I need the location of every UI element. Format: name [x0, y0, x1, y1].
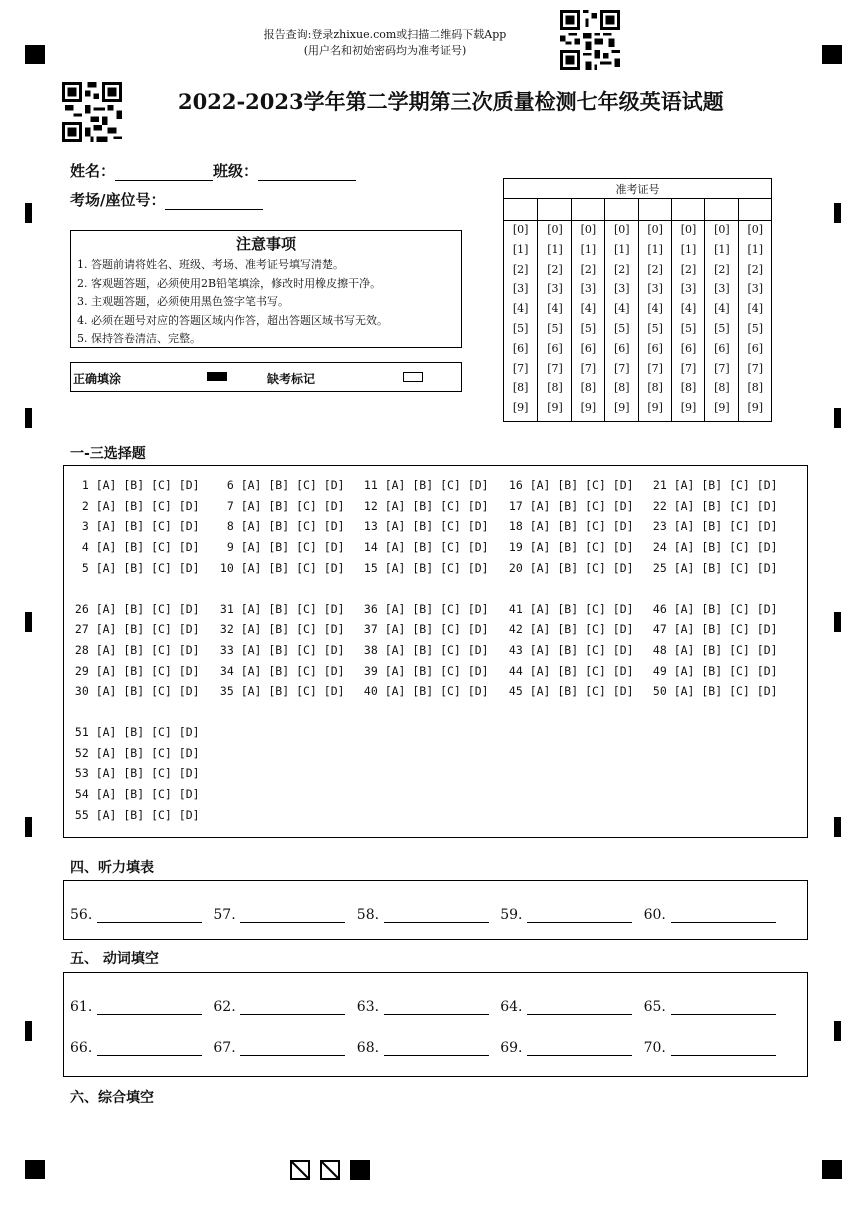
answer-line[interactable] — [240, 1055, 345, 1056]
exam-id-digit-bubble[interactable]: [4] — [580, 302, 597, 316]
exam-id-digit-bubble[interactable]: [0] — [747, 223, 764, 236]
corner-mark-top-left — [25, 45, 45, 64]
mc-question[interactable]: 13 [A] [B] [C] [D] — [357, 519, 489, 534]
exam-id-digit-bubble[interactable]: [7] — [680, 361, 697, 375]
fill-blank[interactable] — [357, 995, 492, 1017]
answer-line[interactable] — [240, 922, 345, 923]
class-label: 班级： — [213, 162, 259, 180]
exam-id-digit-bubble[interactable]: [6] — [512, 341, 529, 355]
note-item: 4. 必须在题号对应的答题区域内作答，超出答题区域书写无效。 — [77, 313, 388, 327]
exam-id-write-cell[interactable] — [672, 198, 705, 220]
mc-question[interactable]: 39 [A] [B] [C] [D] — [357, 663, 489, 678]
exam-id-digit-bubble[interactable]: [2] — [747, 262, 764, 276]
mc-question[interactable]: 49 [A] [B] [C] [D] — [646, 663, 778, 678]
sheet-qr-code-image — [62, 82, 122, 146]
fill-sample-box — [70, 362, 462, 392]
mc-question[interactable]: 31 [A] [B] [C] [D] — [213, 601, 345, 616]
timing-mark — [834, 817, 841, 837]
exam-id-digit-bubble[interactable]: [6] — [647, 341, 663, 355]
timing-mark — [25, 817, 32, 837]
timing-mark — [834, 1021, 841, 1041]
exam-id-column — [638, 198, 672, 421]
mc-question[interactable]: 26 [A] [B] [C] [D] — [68, 601, 200, 616]
corner-mark-bottom-left — [25, 1160, 45, 1179]
mc-question[interactable]: 50 [A] [B] [C] [D] — [646, 684, 778, 699]
answer-line[interactable] — [527, 922, 632, 923]
timing-mark — [834, 612, 841, 632]
exam-id-digit-bubble[interactable]: [0] — [547, 223, 563, 236]
seat-row — [70, 189, 263, 210]
mc-question[interactable]: 21 [A] [B] [C] [D] — [646, 478, 778, 492]
answer-line[interactable] — [527, 1055, 632, 1056]
mc-question[interactable]: 20 [A] [B] [C] [D] — [502, 560, 634, 575]
fill-blank[interactable] — [213, 903, 348, 925]
mc-question[interactable]: 9 [A] [B] [C] [D] — [213, 540, 345, 555]
section6-title: 六、综合填空 — [70, 1090, 154, 1106]
blank-number: 66. — [70, 1040, 93, 1056]
answer-line[interactable] — [671, 1014, 776, 1015]
answer-line[interactable] — [527, 1014, 632, 1015]
mc-question[interactable]: 7 [A] [B] [C] [D] — [213, 498, 345, 513]
fill-blank[interactable] — [644, 1036, 779, 1058]
notes-box — [70, 230, 462, 348]
exam-id-digit-bubble[interactable]: [1] — [580, 242, 597, 256]
section5-answer-box — [63, 972, 808, 1077]
exam-id-column — [604, 198, 638, 421]
exam-id-column — [738, 198, 772, 421]
exam-id-write-cell[interactable] — [538, 198, 571, 220]
timing-mark — [25, 203, 32, 223]
mc-question[interactable]: 37 [A] [B] [C] [D] — [357, 622, 489, 637]
notes-title: 注意事项 — [235, 235, 296, 253]
section1-answer-box — [63, 465, 808, 838]
mc-question[interactable]: 27 [A] [B] [C] [D] — [68, 622, 200, 637]
blank-number: 56. — [70, 907, 93, 923]
exam-id-write-cell[interactable] — [605, 198, 638, 220]
exam-id-digit-bubble[interactable]: [8] — [547, 381, 563, 395]
mc-question[interactable]: 43 [A] [B] [C] [D] — [502, 642, 634, 657]
exam-id-write-cell[interactable] — [739, 198, 772, 220]
exam-id-digit-bubble[interactable]: [9] — [512, 401, 529, 415]
fill-blank[interactable] — [644, 995, 779, 1017]
exam-id-digit-bubble[interactable]: [1] — [547, 242, 563, 256]
timing-mark — [25, 408, 32, 428]
mc-question[interactable]: 28 [A] [B] [C] [D] — [68, 642, 200, 657]
mc-question[interactable]: 8 [A] [B] [C] [D] — [213, 519, 345, 534]
exam-id-digit-bubble[interactable]: [2] — [614, 262, 630, 276]
exam-id-digit-bubble[interactable]: [5] — [614, 321, 630, 335]
mc-question[interactable]: 16 [A] [B] [C] [D] — [502, 478, 634, 492]
seat-input-line[interactable] — [165, 193, 263, 210]
mc-question[interactable]: 34 [A] [B] [C] [D] — [213, 663, 345, 678]
fill-blank[interactable] — [213, 1036, 348, 1058]
exam-id-digit-bubble[interactable]: [6] — [547, 341, 563, 355]
class-input-line[interactable] — [258, 164, 356, 181]
exam-id-digit-bubble[interactable]: [4] — [680, 302, 697, 316]
blank-number: 61. — [70, 999, 93, 1015]
note-item: 2. 客观题答题，必须使用2B铅笔填涂，修改时用橡皮擦干净。 — [77, 276, 382, 290]
answer-line[interactable] — [384, 922, 489, 923]
exam-id-column — [504, 198, 537, 421]
exam-id-digit-bubble[interactable]: [7] — [614, 361, 630, 375]
blank-number: 70. — [643, 1040, 666, 1056]
exam-id-digit-bubble[interactable]: [8] — [747, 381, 764, 395]
blank-number: 58. — [356, 907, 380, 923]
exam-id-digit-bubble[interactable]: [7] — [512, 361, 529, 375]
mc-question[interactable]: 32 [A] [B] [C] [D] — [213, 622, 345, 637]
blank-number: 63. — [356, 999, 380, 1015]
blank-number: 57. — [213, 907, 236, 923]
exam-id-digit-bubble[interactable]: [3] — [647, 282, 663, 296]
exam-id-digit-bubble[interactable]: [9] — [547, 401, 563, 415]
exam-id-column — [704, 198, 738, 421]
exam-id-write-cell[interactable] — [639, 198, 672, 220]
exam-id-digit-bubble[interactable]: [3] — [714, 282, 730, 296]
section4-title: 四、听力填表 — [70, 860, 154, 876]
exam-id-digit-bubble[interactable]: [1] — [680, 242, 697, 256]
exam-id-digit-bubble[interactable]: [4] — [512, 302, 529, 316]
exam-id-digit-bubble[interactable]: [5] — [647, 321, 663, 335]
exam-id-digit-bubble[interactable]: [2] — [647, 262, 663, 276]
mc-question[interactable]: 33 [A] [B] [C] [D] — [213, 642, 345, 657]
answer-line[interactable] — [671, 922, 776, 923]
answer-line[interactable] — [97, 1055, 202, 1056]
exam-id-digit-bubble[interactable]: [7] — [714, 361, 730, 375]
exam-id-digit-bubble[interactable]: [7] — [747, 361, 764, 375]
correct-fill-sample — [207, 372, 227, 381]
answer-line[interactable] — [240, 1014, 345, 1015]
exam-id-digit-bubble[interactable]: [1] — [512, 242, 529, 256]
fill-blank[interactable] — [213, 995, 348, 1017]
exam-id-digit-bubble[interactable]: [0] — [614, 223, 630, 236]
exam-id-digit-bubble[interactable]: [0] — [680, 223, 697, 236]
exam-id-digit-bubble[interactable]: [3] — [580, 282, 597, 296]
exam-id-digit-bubble[interactable]: [5] — [680, 321, 697, 335]
fill-blank[interactable] — [70, 1036, 205, 1058]
exam-id-digit-bubble[interactable]: [9] — [680, 401, 697, 415]
timing-mark — [25, 612, 32, 632]
exam-id-write-cell[interactable] — [705, 198, 738, 220]
mc-question[interactable]: 45 [A] [B] [C] [D] — [502, 684, 634, 699]
seat-label: 考场/座位号： — [70, 191, 166, 209]
exam-id-digit-bubble[interactable]: [9] — [714, 401, 730, 415]
mc-question[interactable]: 4 [A] [B] [C] [D] — [68, 540, 200, 555]
exam-id-digit-bubble[interactable]: [6] — [580, 341, 597, 355]
exam-id-digit-bubble[interactable]: [9] — [614, 401, 630, 415]
exam-id-digit-bubble[interactable]: [6] — [680, 341, 697, 355]
exam-id-digit-bubble[interactable]: [0] — [647, 223, 663, 236]
page-title: 2022-2023学年第二学期第三次质量检测七年级英语试题 — [178, 89, 724, 114]
exam-id-digit-bubble[interactable]: [8] — [680, 381, 697, 395]
exam-id-digit-bubble[interactable]: [8] — [614, 381, 630, 395]
mc-question[interactable]: 35 [A] [B] [C] [D] — [213, 684, 345, 699]
exam-id-column — [571, 198, 605, 421]
exam-id-write-cell[interactable] — [572, 198, 605, 220]
exam-id-digit-bubble[interactable]: [0] — [580, 223, 597, 236]
mc-question[interactable]: 19 [A] [B] [C] [D] — [502, 540, 634, 555]
section1-title: 一-三选择题 — [70, 446, 146, 462]
app-qr-code-image — [560, 10, 620, 74]
verb-blanks-row-1 — [64, 995, 807, 1017]
timing-mark — [834, 203, 841, 223]
corner-mark-bottom-right — [822, 1160, 842, 1179]
mc-question[interactable]: 3 [A] [B] [C] [D] — [68, 519, 200, 534]
exam-id-digit-bubble[interactable]: [3] — [614, 282, 630, 296]
fill-blank[interactable] — [500, 995, 635, 1017]
exam-id-digit-bubble[interactable]: [3] — [547, 282, 563, 296]
mc-question[interactable]: 1 [A] [B] [C] [D] — [68, 478, 200, 492]
exam-id-digit-bubble[interactable]: [8] — [714, 381, 730, 395]
exam-id-column — [671, 198, 705, 421]
exam-id-digit-bubble[interactable]: [5] — [714, 321, 730, 335]
exam-id-digit-bubble[interactable]: [2] — [680, 262, 697, 276]
mc-question[interactable]: 41 [A] [B] [C] [D] — [502, 601, 634, 616]
exam-id-digit-bubble[interactable]: [6] — [614, 341, 630, 355]
exam-id-digit-bubble[interactable]: [1] — [747, 242, 764, 256]
mc-question[interactable]: 38 [A] [B] [C] [D] — [357, 642, 489, 657]
note-item: 5. 保持答卷清洁、完整。 — [77, 332, 201, 345]
exam-id-digit-bubble[interactable]: [6] — [747, 341, 764, 355]
exam-id-digit-bubble[interactable]: [4] — [614, 302, 630, 316]
exam-id-digit-bubble[interactable]: [4] — [714, 302, 730, 316]
exam-id-digit-bubble[interactable]: [7] — [547, 361, 563, 375]
exam-id-digit-bubble[interactable]: [2] — [547, 262, 563, 276]
mc-question[interactable]: 22 [A] [B] [C] [D] — [646, 498, 778, 513]
fill-blank[interactable] — [357, 903, 492, 925]
notes-list — [77, 256, 461, 349]
fill-blank[interactable] — [357, 1036, 492, 1058]
mc-question[interactable]: 10 [A] [B] [C] [D] — [213, 560, 345, 575]
name-label: 姓名： — [70, 162, 116, 180]
crossed-box-mark — [320, 1160, 340, 1180]
absent-mark-label: 缺考标记 — [267, 372, 316, 386]
blank-number: 65. — [643, 999, 666, 1015]
exam-id-digit-bubble[interactable]: [2] — [580, 262, 597, 276]
listening-blanks-row — [64, 903, 807, 925]
exam-id-digit-bubble[interactable]: [0] — [714, 223, 730, 236]
mc-question[interactable]: 11 [A] [B] [C] [D] — [357, 478, 489, 492]
exam-id-digit-bubble[interactable]: [2] — [714, 262, 730, 276]
name-input-line[interactable] — [115, 164, 213, 181]
note-item: 1. 答题前请将姓名、班级、考场、准考证号填写清楚。 — [77, 258, 344, 271]
mc-question[interactable]: 53 [A] [B] [C] [D] — [68, 766, 200, 781]
mc-question[interactable]: 23 [A] [B] [C] [D] — [646, 519, 778, 534]
blank-number: 67. — [213, 1040, 236, 1056]
mc-question[interactable]: 18 [A] [B] [C] [D] — [502, 519, 634, 534]
exam-id-write-cell[interactable] — [504, 198, 537, 220]
blank-number: 60. — [643, 907, 666, 923]
mc-question[interactable]: 14 [A] [B] [C] [D] — [357, 540, 489, 555]
mc-question[interactable]: 55 [A] [B] [C] [D] — [68, 807, 200, 822]
blank-number: 68. — [356, 1040, 380, 1056]
fill-blank[interactable] — [70, 995, 205, 1017]
timing-mark — [834, 408, 841, 428]
section4-answer-box — [63, 880, 808, 940]
exam-id-digit-bubble[interactable]: [1] — [614, 242, 630, 256]
exam-id-digit-bubble[interactable]: [3] — [747, 282, 764, 296]
mc-question[interactable]: 15 [A] [B] [C] [D] — [357, 560, 489, 575]
exam-id-column — [537, 198, 571, 421]
mc-question[interactable]: 29 [A] [B] [C] [D] — [68, 663, 200, 678]
exam-id-digit-bubble[interactable]: [5] — [580, 321, 597, 335]
mc-question[interactable]: 24 [A] [B] [C] [D] — [646, 540, 778, 555]
fill-blank[interactable] — [70, 903, 205, 925]
mc-question[interactable]: 51 [A] [B] [C] [D] — [68, 725, 200, 739]
mc-question[interactable]: 52 [A] [B] [C] [D] — [68, 745, 200, 760]
password-hint-text: (用户名和初始密码均为准考证号) — [303, 44, 467, 57]
note-item: 3. 主观题答题，必须使用黑色签字笔书写。 — [77, 295, 289, 308]
exam-id-digit-bubble[interactable]: [5] — [512, 321, 529, 335]
exam-id-columns — [504, 198, 771, 421]
section5-title: 五、 动词填空 — [70, 951, 159, 967]
exam-id-digit-bubble[interactable]: [4] — [747, 302, 764, 316]
blank-number: 69. — [500, 1040, 523, 1056]
answer-line[interactable] — [97, 922, 202, 923]
student-name-row — [70, 160, 356, 181]
exam-id-digit-bubble[interactable]: [5] — [547, 321, 563, 335]
exam-id-grid — [503, 178, 772, 422]
fill-blank[interactable] — [644, 903, 779, 925]
mc-question[interactable]: 46 [A] [B] [C] [D] — [646, 601, 778, 616]
exam-id-digit-bubble[interactable]: [9] — [580, 401, 597, 415]
mc-question-area — [64, 466, 807, 837]
mc-question[interactable]: 48 [A] [B] [C] [D] — [646, 642, 778, 657]
answer-line[interactable] — [384, 1014, 489, 1015]
answer-line[interactable] — [97, 1014, 202, 1015]
exam-id-digit-bubble[interactable]: [5] — [747, 321, 764, 335]
exam-id-digit-bubble[interactable]: [6] — [714, 341, 730, 355]
verb-blanks-row-2 — [64, 1036, 807, 1058]
exam-id-digit-bubble[interactable]: [4] — [547, 302, 563, 316]
corner-mark-top-right — [822, 45, 842, 64]
mc-question[interactable]: 12 [A] [B] [C] [D] — [357, 498, 489, 513]
blank-number: 62. — [213, 999, 236, 1015]
answer-line[interactable] — [384, 1055, 489, 1056]
blank-number: 59. — [500, 907, 523, 923]
exam-id-digit-bubble[interactable]: [8] — [512, 381, 529, 395]
answer-line[interactable] — [671, 1055, 776, 1056]
fill-blank[interactable] — [500, 1036, 635, 1058]
exam-id-digit-bubble[interactable]: [8] — [647, 381, 663, 395]
exam-id-digit-bubble[interactable]: [1] — [647, 242, 663, 256]
fill-blank[interactable] — [500, 903, 635, 925]
mc-question[interactable]: 42 [A] [B] [C] [D] — [502, 622, 634, 637]
mc-question[interactable]: 44 [A] [B] [C] [D] — [502, 663, 634, 678]
mc-question[interactable]: 47 [A] [B] [C] [D] — [646, 622, 778, 637]
mc-question[interactable]: 36 [A] [B] [C] [D] — [357, 601, 489, 616]
exam-id-digit-bubble[interactable]: [3] — [512, 282, 529, 296]
exam-id-digit-bubble[interactable]: [0] — [512, 223, 529, 236]
absent-mark-box[interactable] — [403, 372, 423, 382]
exam-id-digit-bubble[interactable]: [8] — [580, 381, 597, 395]
exam-id-digit-bubble[interactable]: [9] — [647, 401, 663, 415]
report-query-text: 报告查询:登录zhixue.com或扫描二维码下载App — [263, 28, 507, 41]
exam-id-digit-bubble[interactable]: [3] — [680, 282, 697, 296]
exam-id-digit-bubble[interactable]: [4] — [647, 302, 663, 316]
correct-fill-label: 正确填涂 — [73, 372, 122, 386]
mc-question[interactable]: 17 [A] [B] [C] [D] — [502, 498, 634, 513]
mc-question[interactable]: 2 [A] [B] [C] [D] — [68, 498, 200, 513]
filled-box-mark — [350, 1160, 370, 1180]
mc-question[interactable]: 25 [A] [B] [C] [D] — [646, 560, 778, 575]
blank-number: 64. — [500, 999, 523, 1015]
exam-id-label: 准考证号 — [615, 183, 660, 196]
exam-id-digit-bubble[interactable]: [7] — [580, 361, 597, 375]
crossed-box-mark — [290, 1160, 310, 1180]
mc-question[interactable]: 30 [A] [B] [C] [D] — [68, 684, 200, 699]
mc-question[interactable]: 6 [A] [B] [C] [D] — [213, 478, 345, 492]
timing-mark — [25, 1021, 32, 1041]
exam-id-digit-bubble[interactable]: [2] — [512, 262, 529, 276]
mc-question[interactable]: 54 [A] [B] [C] [D] — [68, 787, 200, 802]
exam-id-digit-bubble[interactable]: [9] — [747, 401, 764, 415]
exam-id-digit-bubble[interactable]: [7] — [647, 361, 663, 375]
mc-question[interactable]: 40 [A] [B] [C] [D] — [357, 684, 489, 699]
exam-id-digit-bubble[interactable]: [1] — [714, 242, 730, 256]
mc-question[interactable]: 5 [A] [B] [C] [D] — [68, 560, 200, 575]
